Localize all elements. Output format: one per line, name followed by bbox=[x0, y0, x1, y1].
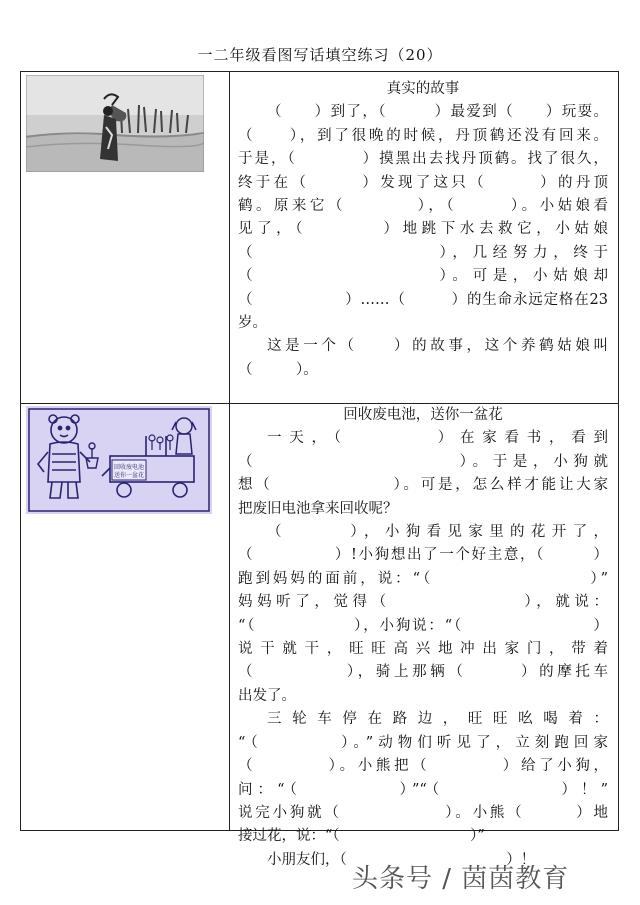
story1-line: （ ）。可是，小姑娘却 bbox=[238, 268, 608, 285]
story1-line: （ ）……（ ）的生命永远定格在23 bbox=[238, 291, 608, 308]
cart-sign-line2: 送你一盆花 bbox=[113, 472, 145, 479]
page-title: 一二年级看图写话填空练习（20） bbox=[197, 46, 443, 64]
watermark: 头条号 / 茵茵教育 bbox=[352, 864, 570, 894]
story2-line: （ ），骑上那辆（ ）的摩托车 bbox=[238, 664, 608, 681]
story2-line: 说干就干，旺旺高兴地冲出家门，带着 bbox=[238, 641, 608, 658]
cart-sign-line1: 回收废电池 bbox=[113, 464, 145, 471]
story2-line: 问：“（ ）”“（ ）！” bbox=[238, 781, 608, 798]
story2-line: （ ）。小熊把（ ）给了小狗， bbox=[238, 758, 608, 775]
story1-line: （ ）。 bbox=[238, 361, 318, 378]
story2-line: 妈妈听了，觉得（ ），就说： bbox=[238, 594, 608, 611]
story2-line: 接过花，说：“（ ）” bbox=[238, 828, 485, 845]
story1-line: 见了，（ ）地跳下水去救它，小姑娘 bbox=[238, 221, 608, 238]
crane-story-picture bbox=[26, 75, 204, 172]
story1-line: （ ）到了，（ ）最爱到（ ）玩耍。 bbox=[267, 104, 608, 121]
story2-text bbox=[238, 404, 608, 872]
story1-line: （ ），到了很晚的时候，丹顶鹤还没有回来。 bbox=[238, 127, 608, 144]
story1-line: 终于在（ ）发现了这只（ ）的丹顶 bbox=[238, 174, 608, 191]
battery-recycling-picture bbox=[26, 406, 212, 514]
story2-line: 说完小狗就（ ）。小熊（ ）地 bbox=[238, 804, 608, 821]
story1-line: （ ），几经努力，终于 bbox=[238, 244, 608, 261]
story2-title: 回收废电池，送你一盆花 bbox=[343, 407, 503, 423]
exercise-table bbox=[20, 71, 619, 868]
story2-line: “（ ）。”动物们听见了，立刻跑回家 bbox=[238, 734, 608, 751]
story2-line: 想（ ）。可是，怎么样才能让大家 bbox=[238, 477, 608, 494]
story2-line: （ ）。于是，小狗就 bbox=[238, 453, 608, 470]
story2-line: （ ），小狗看见家里的花开了， bbox=[267, 524, 608, 541]
story2-line: 三轮车停在路边，旺旺吆喝着： bbox=[267, 711, 608, 728]
column-divider bbox=[229, 72, 230, 830]
story2-line: 一天，（ ）在家看书，看到 bbox=[267, 430, 608, 447]
story1-line: 岁。 bbox=[238, 315, 267, 332]
story1-text bbox=[238, 78, 608, 382]
story1-line: 于是，（ ）摸黑出去找丹顶鹤。找了很久， bbox=[238, 151, 608, 168]
story2-line: “（ ），小狗说：“（ ） bbox=[238, 617, 608, 634]
story1-line: 鹤。原来它（ ），（ ）。小姑娘看 bbox=[238, 198, 608, 215]
story1-title: 真实的故事 bbox=[386, 81, 460, 97]
story1-line: 这是一个（ ）的故事，这个养鹤姑娘叫 bbox=[267, 338, 608, 355]
story2-line: 出发了。 bbox=[238, 687, 296, 704]
story2-line: 跑到妈妈的面前，说：“（ ）” bbox=[238, 570, 608, 587]
story2-line: 把废旧电池拿来回收呢？ bbox=[238, 500, 398, 517]
story2-line: 小朋友们，（ ）！ bbox=[267, 851, 536, 868]
story2-line: （ ）!小狗想出了一个好主意，（ ） bbox=[238, 547, 608, 564]
